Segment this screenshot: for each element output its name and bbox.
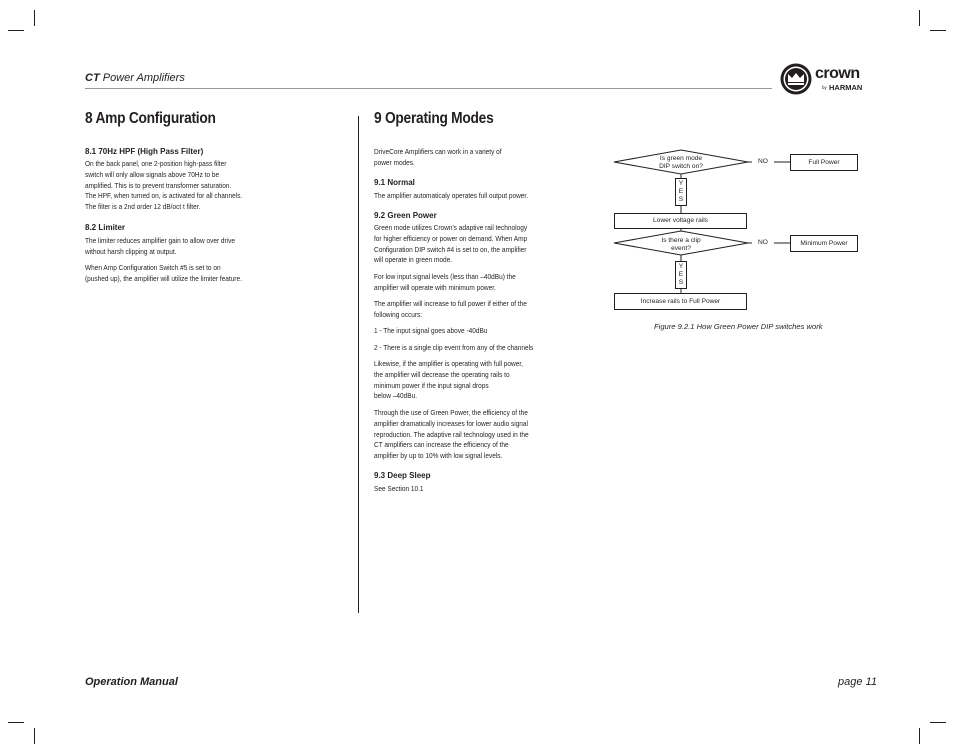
subsection-9-1-title: 9.1 Normal xyxy=(374,178,415,187)
text-line: 2 - There is a single clip event from any of the channels xyxy=(374,343,534,352)
text-line: S xyxy=(678,279,684,286)
text-line: Is there a clip xyxy=(661,237,701,244)
text-line: minimum power if the input signal drops xyxy=(374,380,489,390)
product-code: CT xyxy=(85,72,100,84)
yes-label xyxy=(675,261,687,289)
product-line: Power Amplifiers xyxy=(99,72,185,84)
text-line: See Section 10.1 xyxy=(374,484,424,493)
paragraph-9-1 xyxy=(374,191,528,202)
paragraph-9-3 xyxy=(374,484,424,495)
text-line: for higher efficiency or power on demand. When Amp xyxy=(374,233,528,243)
section-9-title: 9 Operating Modes xyxy=(374,110,494,127)
lower-voltage-rails-box: Lower voltage rails xyxy=(614,213,747,229)
crop-mark xyxy=(34,728,35,744)
text-line: Y xyxy=(678,180,684,187)
crown-emblem-icon xyxy=(779,62,815,96)
text-line: amplifier by up to 10% with low signal levels. xyxy=(374,451,503,461)
text-line: without harsh clipping at output. xyxy=(85,246,177,256)
crown-logo xyxy=(779,62,879,96)
paragraph-9-2a xyxy=(374,223,527,266)
text-line: amplifier dramatically increases for lower audio signal xyxy=(374,418,528,428)
text-line: DIP switch on? xyxy=(659,163,703,170)
no-label: NO xyxy=(752,239,774,247)
crop-mark xyxy=(930,30,946,31)
subsection-8-2-title: 8.2 Limiter xyxy=(85,223,126,232)
crop-mark xyxy=(8,722,24,723)
text-line: 1 - The input signal goes above -40dBu xyxy=(374,326,488,335)
paragraph-9-2e xyxy=(374,343,533,354)
text-line: For low input signal levels (less than –40dBu) the xyxy=(374,272,516,281)
subsection-9-3-title: 9.3 Deep Sleep xyxy=(374,471,431,480)
crop-mark xyxy=(919,10,920,26)
paragraph-9-intro xyxy=(374,147,502,169)
paragraph-9-2d xyxy=(374,326,487,337)
subsection-9-2-title: 9.2 Green Power xyxy=(374,211,437,220)
text-line: E xyxy=(678,271,684,278)
text-line: amplifier will operate with minimum power. xyxy=(374,282,496,292)
no-label: NO xyxy=(752,158,774,166)
text-line: The filter is a 2nd order 12 dB/oct t filter. xyxy=(85,202,201,212)
crop-mark xyxy=(919,728,920,744)
text-line: below –40dBu. xyxy=(374,391,418,401)
text-line: On the back panel, one 2-position high-pass filter xyxy=(85,159,227,168)
page-number: page 11 xyxy=(838,676,877,688)
text-line: E xyxy=(678,188,684,195)
paragraph-8-2a xyxy=(85,236,235,258)
header-rule xyxy=(85,88,772,89)
logo-wordmark: crown xyxy=(815,65,860,82)
minimum-power-box: Minimum Power xyxy=(790,235,858,252)
paragraph-9-2b xyxy=(374,272,516,294)
text-line: Is green mode xyxy=(659,155,703,162)
text-line: amplified. This is to prevent transformer saturation. xyxy=(85,180,232,190)
text-line: Likewise, if the amplifier is operating with full power, xyxy=(374,359,523,368)
text-line: will operate in green mode. xyxy=(374,255,453,265)
column-divider xyxy=(358,116,359,613)
logo-by: by xyxy=(822,85,827,90)
paragraph-8-1 xyxy=(85,159,242,213)
paragraph-9-2f xyxy=(374,359,523,402)
decision-2-text xyxy=(644,237,718,253)
yes-label xyxy=(675,178,687,206)
green-power-flowchart xyxy=(600,140,870,340)
text-line: following occurs: xyxy=(374,309,423,319)
crop-mark xyxy=(8,30,24,31)
logo-brand: HARMAN xyxy=(829,83,863,92)
text-line: The amplifier will increase to full power if either of the xyxy=(374,299,527,308)
text-line: The amplifier automaticaly operates full output power. xyxy=(374,191,529,200)
paragraph-9-2c xyxy=(374,299,527,321)
text-line: reproduction. The adaptive rail technology used in the xyxy=(374,429,529,439)
text-line: Y xyxy=(678,263,684,270)
text-line: Green mode utilizes Crown's adaptive rail technology xyxy=(374,223,528,232)
subsection-8-1-title: 8.1 70Hz HPF (High Pass Filter) xyxy=(85,147,204,156)
text-line: S xyxy=(678,196,684,203)
text-line: (pushed up), the amplifier will utilize the limiter feature. xyxy=(85,273,242,283)
text-line: Configuration DIP switch #4 is set to on, the amplifier xyxy=(374,244,527,254)
text-line: the amplifier will decrease the operating rails to xyxy=(374,369,510,379)
section-8-title: 8 Amp Configuration xyxy=(85,110,216,127)
figure-caption: Figure 9.2.1 How Green Power DIP switches work xyxy=(654,322,823,331)
decision-1-text xyxy=(644,155,718,171)
text-line: When Amp Configuration Switch #5 is set to on xyxy=(85,263,221,272)
increase-rails-box: Increase rails to Full Power xyxy=(614,293,747,310)
text-line: DriveCore Amplifiers can work in a variety of xyxy=(374,147,502,156)
crop-mark xyxy=(34,10,35,26)
text-line: CT amplifiers can increase the efficiency of the xyxy=(374,440,509,450)
full-power-box: Full Power xyxy=(790,154,858,171)
paragraph-9-2g xyxy=(374,408,529,462)
text-line: The HPF, when turned on, is activated for all channels. xyxy=(85,191,243,201)
text-line: event? xyxy=(671,245,691,252)
crop-mark xyxy=(930,722,946,723)
paragraph-8-2b xyxy=(85,263,242,285)
text-line: switch will only allow signals above 70Hz to be xyxy=(85,169,220,179)
footer-manual-title: Operation Manual xyxy=(85,676,178,688)
text-line: The limiter reduces amplifier gain to allow over drive xyxy=(85,236,236,245)
text-line: power modes. xyxy=(374,157,415,167)
running-header xyxy=(85,72,185,84)
text-line: Through the use of Green Power, the efficiency of the xyxy=(374,408,528,417)
